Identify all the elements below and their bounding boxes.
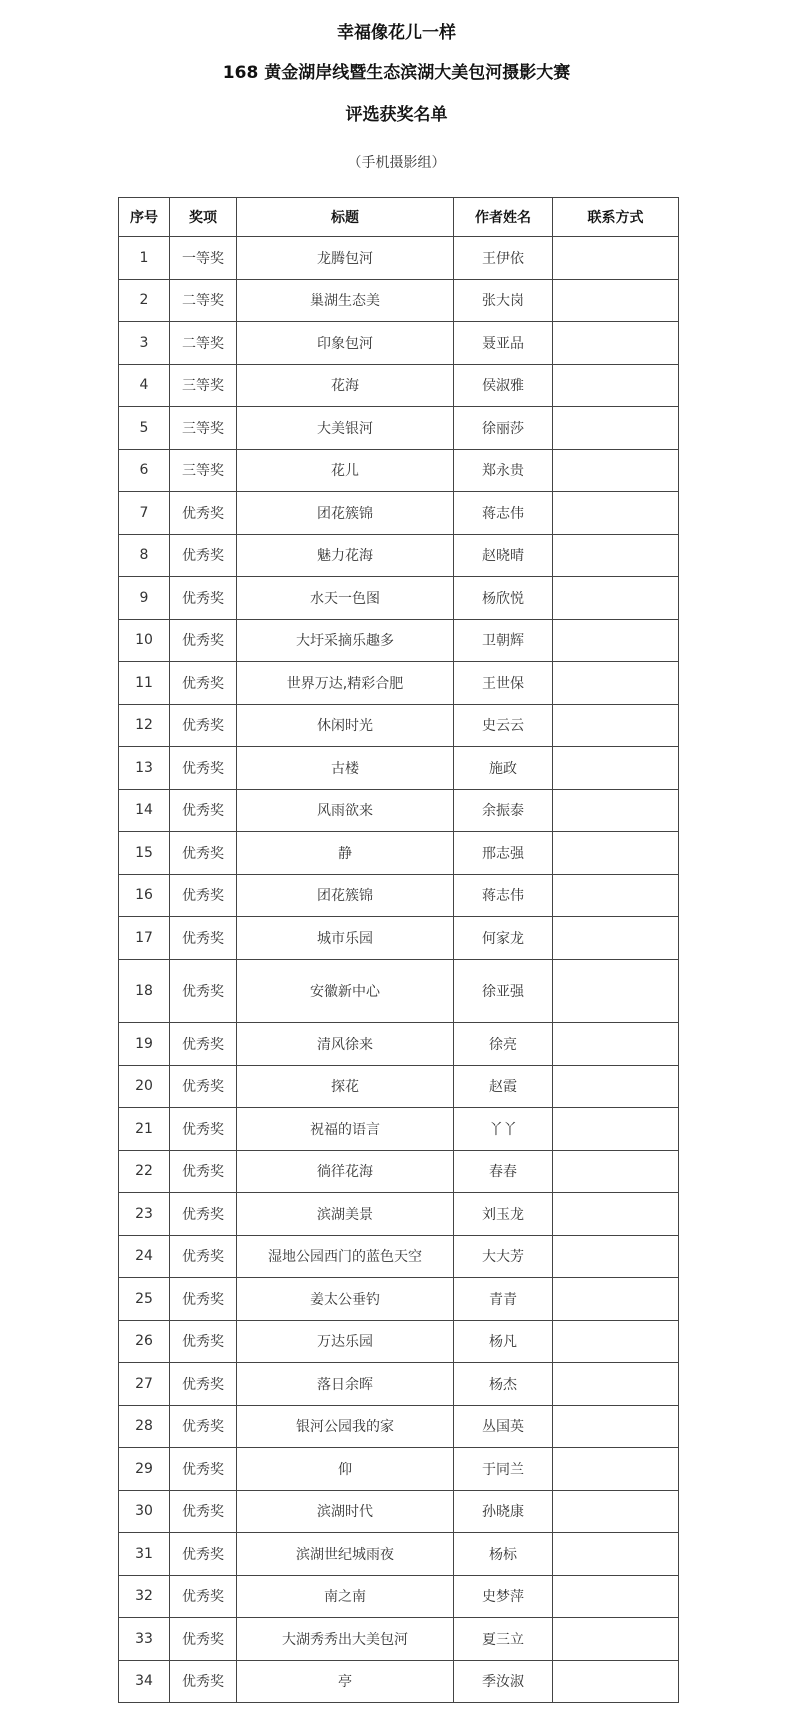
row-author: 杨杰: [454, 1363, 553, 1406]
table-row: [119, 1448, 679, 1491]
row-author: 王伊依: [454, 237, 553, 280]
row-award: 优秀奖: [170, 492, 237, 535]
row-contact: [553, 1065, 679, 1108]
row-title: 风雨欲来: [237, 789, 454, 832]
row-award: 一等奖: [170, 237, 237, 280]
table-header-row: [119, 198, 679, 237]
row-number: 1: [119, 237, 170, 280]
row-number: 15: [119, 832, 170, 875]
row-title: 探花: [237, 1065, 454, 1108]
row-contact: [553, 917, 679, 960]
row-title: 银河公园我的家: [237, 1405, 454, 1448]
table-row: [119, 960, 679, 1023]
table-row: [119, 1405, 679, 1448]
row-award: 优秀奖: [170, 1660, 237, 1703]
row-award: 优秀奖: [170, 1320, 237, 1363]
row-title: 城市乐园: [237, 917, 454, 960]
row-contact: [553, 577, 679, 620]
row-title: 万达乐园: [237, 1320, 454, 1363]
row-author: 郑永贵: [454, 449, 553, 492]
row-title: 亭: [237, 1660, 454, 1703]
row-number: 5: [119, 407, 170, 450]
row-contact: [553, 1150, 679, 1193]
row-author: 春春: [454, 1150, 553, 1193]
table-row: [119, 1533, 679, 1576]
table-row: [119, 704, 679, 747]
row-author: 史云云: [454, 704, 553, 747]
row-contact: [553, 534, 679, 577]
row-number: 13: [119, 747, 170, 790]
row-author: 蒋志伟: [454, 492, 553, 535]
header-award: 奖项: [170, 198, 237, 237]
row-number: 24: [119, 1235, 170, 1278]
row-number: 34: [119, 1660, 170, 1703]
row-title: 仰: [237, 1448, 454, 1491]
row-title: 姜太公垂钓: [237, 1278, 454, 1321]
row-title: 祝福的语言: [237, 1108, 454, 1151]
row-contact: [553, 449, 679, 492]
row-contact: [553, 1575, 679, 1618]
row-contact: [553, 1618, 679, 1661]
row-number: 11: [119, 662, 170, 705]
awards-table-part-1: [118, 197, 679, 960]
table-row: [119, 747, 679, 790]
row-contact: [553, 832, 679, 875]
row-author: 施政: [454, 747, 553, 790]
header-no: 序号: [119, 198, 170, 237]
row-award: 二等奖: [170, 279, 237, 322]
row-number: 26: [119, 1320, 170, 1363]
row-title: 滨湖美景: [237, 1193, 454, 1236]
row-contact: [553, 322, 679, 365]
table-row: [119, 1660, 679, 1703]
row-number: 30: [119, 1490, 170, 1533]
row-title: 大圩采摘乐趣多: [237, 619, 454, 662]
row-title: 湿地公园西门的蓝色天空: [237, 1235, 454, 1278]
row-number: 31: [119, 1533, 170, 1576]
row-award: 优秀奖: [170, 1575, 237, 1618]
row-author: 杨标: [454, 1533, 553, 1576]
row-contact: [553, 1320, 679, 1363]
row-author: 卫朝辉: [454, 619, 553, 662]
row-contact: [553, 960, 679, 1023]
row-number: 2: [119, 279, 170, 322]
row-contact: [553, 1235, 679, 1278]
row-author: 张大岗: [454, 279, 553, 322]
table-row: [119, 874, 679, 917]
table-row: [119, 1618, 679, 1661]
row-author: 杨凡: [454, 1320, 553, 1363]
row-number: 20: [119, 1065, 170, 1108]
header-author: 作者姓名: [454, 198, 553, 237]
row-number: 25: [119, 1278, 170, 1321]
row-title: 滨湖世纪城雨夜: [237, 1533, 454, 1576]
row-award: 优秀奖: [170, 1065, 237, 1108]
row-contact: [553, 492, 679, 535]
row-title: 魅力花海: [237, 534, 454, 577]
row-number: 10: [119, 619, 170, 662]
contest-name: 168 黄金湖岸线暨生态滨湖大美包河摄影大赛: [222, 63, 571, 83]
row-contact: [553, 1023, 679, 1066]
row-author: 夏三立: [454, 1618, 553, 1661]
table-row: [119, 1108, 679, 1151]
header-title: 标题: [237, 198, 454, 237]
row-award: 优秀奖: [170, 1150, 237, 1193]
row-number: 19: [119, 1023, 170, 1066]
row-contact: [553, 1490, 679, 1533]
row-award: 优秀奖: [170, 917, 237, 960]
row-number: 9: [119, 577, 170, 620]
row-award: 优秀奖: [170, 1363, 237, 1406]
row-contact: [553, 704, 679, 747]
row-award: 优秀奖: [170, 619, 237, 662]
table-row: [119, 662, 679, 705]
row-number: 32: [119, 1575, 170, 1618]
table-row: [119, 789, 679, 832]
row-author: 余振泰: [454, 789, 553, 832]
row-number: 17: [119, 917, 170, 960]
table-row: [119, 492, 679, 535]
row-number: 16: [119, 874, 170, 917]
row-contact: [553, 407, 679, 450]
row-contact: [553, 1363, 679, 1406]
row-award: 优秀奖: [170, 1193, 237, 1236]
table-row: [119, 364, 679, 407]
document-title: 幸福像花儿一样: [337, 23, 456, 43]
row-award: 优秀奖: [170, 874, 237, 917]
row-award: 优秀奖: [170, 1108, 237, 1151]
header-contact: 联系方式: [553, 198, 679, 237]
row-contact: [553, 1448, 679, 1491]
table-row: [119, 279, 679, 322]
row-author: 赵霞: [454, 1065, 553, 1108]
row-author: 孙晓康: [454, 1490, 553, 1533]
row-award: 优秀奖: [170, 1490, 237, 1533]
table-row: [119, 1065, 679, 1108]
table-row: [119, 449, 679, 492]
row-award: 三等奖: [170, 364, 237, 407]
row-award: 优秀奖: [170, 1278, 237, 1321]
row-number: 33: [119, 1618, 170, 1661]
row-author: 大大芳: [454, 1235, 553, 1278]
row-title: 安徽新中心: [237, 960, 454, 1023]
row-title: 龙腾包河: [237, 237, 454, 280]
row-award: 优秀奖: [170, 1533, 237, 1576]
row-title: 印象包河: [237, 322, 454, 365]
table-row: [119, 1278, 679, 1321]
row-number: 4: [119, 364, 170, 407]
row-contact: [553, 662, 679, 705]
table-row: [119, 1575, 679, 1618]
row-title: 团花簇锦: [237, 492, 454, 535]
row-contact: [553, 1193, 679, 1236]
awards-table-part-2: [118, 959, 679, 1703]
row-award: 三等奖: [170, 449, 237, 492]
row-author: 杨欣悦: [454, 577, 553, 620]
row-author: 于同兰: [454, 1448, 553, 1491]
row-number: 3: [119, 322, 170, 365]
row-award: 三等奖: [170, 407, 237, 450]
row-author: 徐丽莎: [454, 407, 553, 450]
row-title: 大美银河: [237, 407, 454, 450]
row-number: 21: [119, 1108, 170, 1151]
table-row: [119, 1235, 679, 1278]
row-contact: [553, 1278, 679, 1321]
row-number: 23: [119, 1193, 170, 1236]
row-contact: [553, 237, 679, 280]
table-row: [119, 534, 679, 577]
group-label: （手机摄影组）: [347, 155, 446, 171]
row-contact: [553, 874, 679, 917]
table-row: [119, 577, 679, 620]
table-row: [119, 407, 679, 450]
row-author: 蒋志伟: [454, 874, 553, 917]
row-author: 徐亚强: [454, 960, 553, 1023]
row-author: 丫丫: [454, 1108, 553, 1151]
row-author: 聂亚品: [454, 322, 553, 365]
row-number: 6: [119, 449, 170, 492]
row-contact: [553, 789, 679, 832]
row-number: 7: [119, 492, 170, 535]
row-author: 何家龙: [454, 917, 553, 960]
row-contact: [553, 279, 679, 322]
row-title: 花儿: [237, 449, 454, 492]
table-row: [119, 1490, 679, 1533]
table-row: [119, 1320, 679, 1363]
row-award: 二等奖: [170, 322, 237, 365]
row-contact: [553, 1533, 679, 1576]
table-row: [119, 237, 679, 280]
row-award: 优秀奖: [170, 1618, 237, 1661]
row-author: 邢志强: [454, 832, 553, 875]
row-award: 优秀奖: [170, 662, 237, 705]
row-award: 优秀奖: [170, 577, 237, 620]
row-award: 优秀奖: [170, 789, 237, 832]
row-title: 落日余晖: [237, 1363, 454, 1406]
row-award: 优秀奖: [170, 1405, 237, 1448]
row-title: 休闲时光: [237, 704, 454, 747]
row-contact: [553, 1660, 679, 1703]
row-title: 水天一色图: [237, 577, 454, 620]
row-author: 徐亮: [454, 1023, 553, 1066]
row-contact: [553, 619, 679, 662]
row-award: 优秀奖: [170, 747, 237, 790]
row-title: 徜徉花海: [237, 1150, 454, 1193]
row-author: 丛国英: [454, 1405, 553, 1448]
row-award: 优秀奖: [170, 1235, 237, 1278]
row-award: 优秀奖: [170, 534, 237, 577]
row-number: 29: [119, 1448, 170, 1491]
row-contact: [553, 747, 679, 790]
row-title: 古楼: [237, 747, 454, 790]
row-number: 12: [119, 704, 170, 747]
table-row: [119, 322, 679, 365]
table-body-2: [119, 960, 679, 1703]
row-author: 季汝淑: [454, 1660, 553, 1703]
row-contact: [553, 1405, 679, 1448]
row-number: 27: [119, 1363, 170, 1406]
row-number: 8: [119, 534, 170, 577]
row-award: 优秀奖: [170, 704, 237, 747]
row-number: 22: [119, 1150, 170, 1193]
row-award: 优秀奖: [170, 1023, 237, 1066]
row-title: 滨湖时代: [237, 1490, 454, 1533]
row-number: 14: [119, 789, 170, 832]
list-title: 评选获奖名单: [345, 105, 448, 125]
table-row: [119, 917, 679, 960]
row-award: 优秀奖: [170, 1448, 237, 1491]
table-row: [119, 832, 679, 875]
row-author: 赵晓晴: [454, 534, 553, 577]
row-number: 28: [119, 1405, 170, 1448]
row-title: 世界万达,精彩合肥: [237, 662, 454, 705]
row-title: 南之南: [237, 1575, 454, 1618]
row-contact: [553, 1108, 679, 1151]
row-contact: [553, 364, 679, 407]
table-row: [119, 1023, 679, 1066]
row-author: 史梦萍: [454, 1575, 553, 1618]
table-row: [119, 619, 679, 662]
row-author: 侯淑雅: [454, 364, 553, 407]
row-award: 优秀奖: [170, 832, 237, 875]
row-title: 大湖秀秀出大美包河: [237, 1618, 454, 1661]
row-number: 18: [119, 960, 170, 1023]
row-title: 静: [237, 832, 454, 875]
table-row: [119, 1193, 679, 1236]
row-author: 青青: [454, 1278, 553, 1321]
table-body-1: [119, 237, 679, 960]
row-title: 花海: [237, 364, 454, 407]
table-row: [119, 1363, 679, 1406]
table-row: [119, 1150, 679, 1193]
row-title: 巢湖生态美: [237, 279, 454, 322]
row-author: 王世保: [454, 662, 553, 705]
row-title: 团花簇锦: [237, 874, 454, 917]
row-title: 清风徐来: [237, 1023, 454, 1066]
row-award: 优秀奖: [170, 960, 237, 1023]
row-author: 刘玉龙: [454, 1193, 553, 1236]
